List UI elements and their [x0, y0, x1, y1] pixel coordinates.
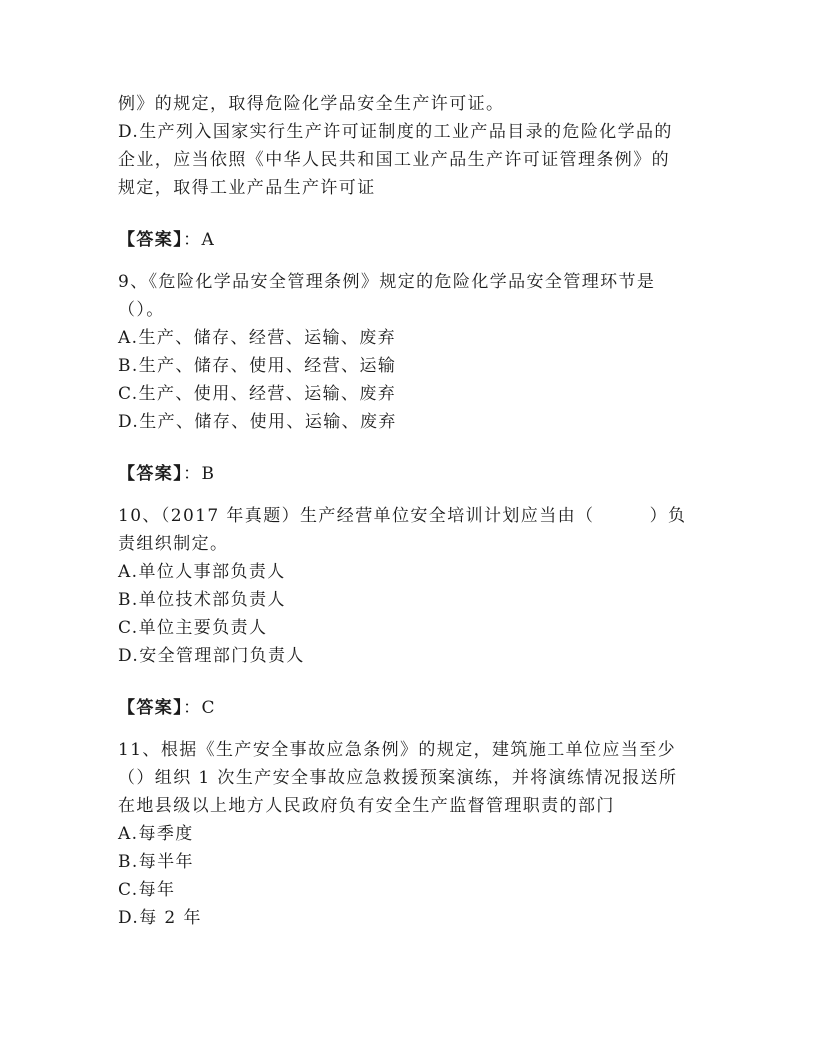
question-9: [118, 268, 708, 436]
answer-label: 【答案】: [118, 698, 184, 718]
answer-value: A: [201, 230, 216, 250]
question-stem: 在地县级以上地方人民政府负有安全生产监督管理职责的部门: [118, 796, 615, 816]
answer-prev: [118, 226, 708, 254]
text-line: 规定，取得工业产品生产许可证: [118, 178, 376, 198]
option-b: B.生产、储存、使用、经营、运输: [118, 356, 397, 376]
option-c: C.单位主要负责人: [118, 618, 268, 638]
answer-q9: [118, 460, 708, 488]
answer-separator: ：: [183, 464, 202, 484]
option-b: B.每半年: [118, 852, 194, 872]
question-stem: （）。: [118, 300, 165, 320]
answer-separator: ：: [183, 698, 202, 718]
option-d: D.生产、储存、使用、运输、废弃: [118, 412, 397, 432]
text-line: 企业，应当依照《中华人民共和国工业产品生产许可证管理条例》的: [118, 150, 670, 170]
option-d-line: D.生产列入国家实行生产许可证制度的工业产品目录的危险化学品的: [118, 122, 673, 142]
answer-q10: [118, 694, 708, 722]
answer-label: 【答案】: [118, 464, 184, 484]
question-10: [118, 502, 708, 670]
option-c: C.生产、使用、经营、运输、废弃: [118, 384, 397, 404]
answer-value: C: [201, 698, 216, 718]
option-d: D.每 2 年: [118, 908, 202, 928]
prev-question-text: [118, 90, 708, 202]
option-a: A.生产、储存、经营、运输、废弃: [118, 328, 397, 348]
option-a: A.每季度: [118, 824, 194, 844]
text-line: 例》的规定，取得危险化学品安全生产许可证。: [118, 94, 505, 114]
option-d: D.安全管理部门负责人: [118, 646, 305, 666]
question-stem: 责组织制定。: [118, 534, 229, 554]
question-stem: 11、根据《生产安全事故应急条例》的规定，建筑施工单位应当至少: [118, 740, 677, 760]
document-page: [118, 90, 708, 932]
question-11: [118, 736, 708, 932]
answer-value: B: [201, 464, 216, 484]
option-c: C.每年: [118, 880, 176, 900]
option-b: B.单位技术部负责人: [118, 590, 286, 610]
option-a: A.单位人事部负责人: [118, 562, 286, 582]
question-stem: 9、《危险化学品安全管理条例》规定的危险化学品安全管理环节是: [118, 272, 656, 292]
answer-label: 【答案】: [118, 230, 184, 250]
answer-separator: ：: [183, 230, 202, 250]
question-stem: （）组织 1 次生产安全事故应急救援预案演练，并将演练情况报送所: [118, 768, 678, 788]
question-stem: 10、（2017 年真题）生产经营单位安全培训计划应当由（ ）负: [118, 506, 687, 526]
